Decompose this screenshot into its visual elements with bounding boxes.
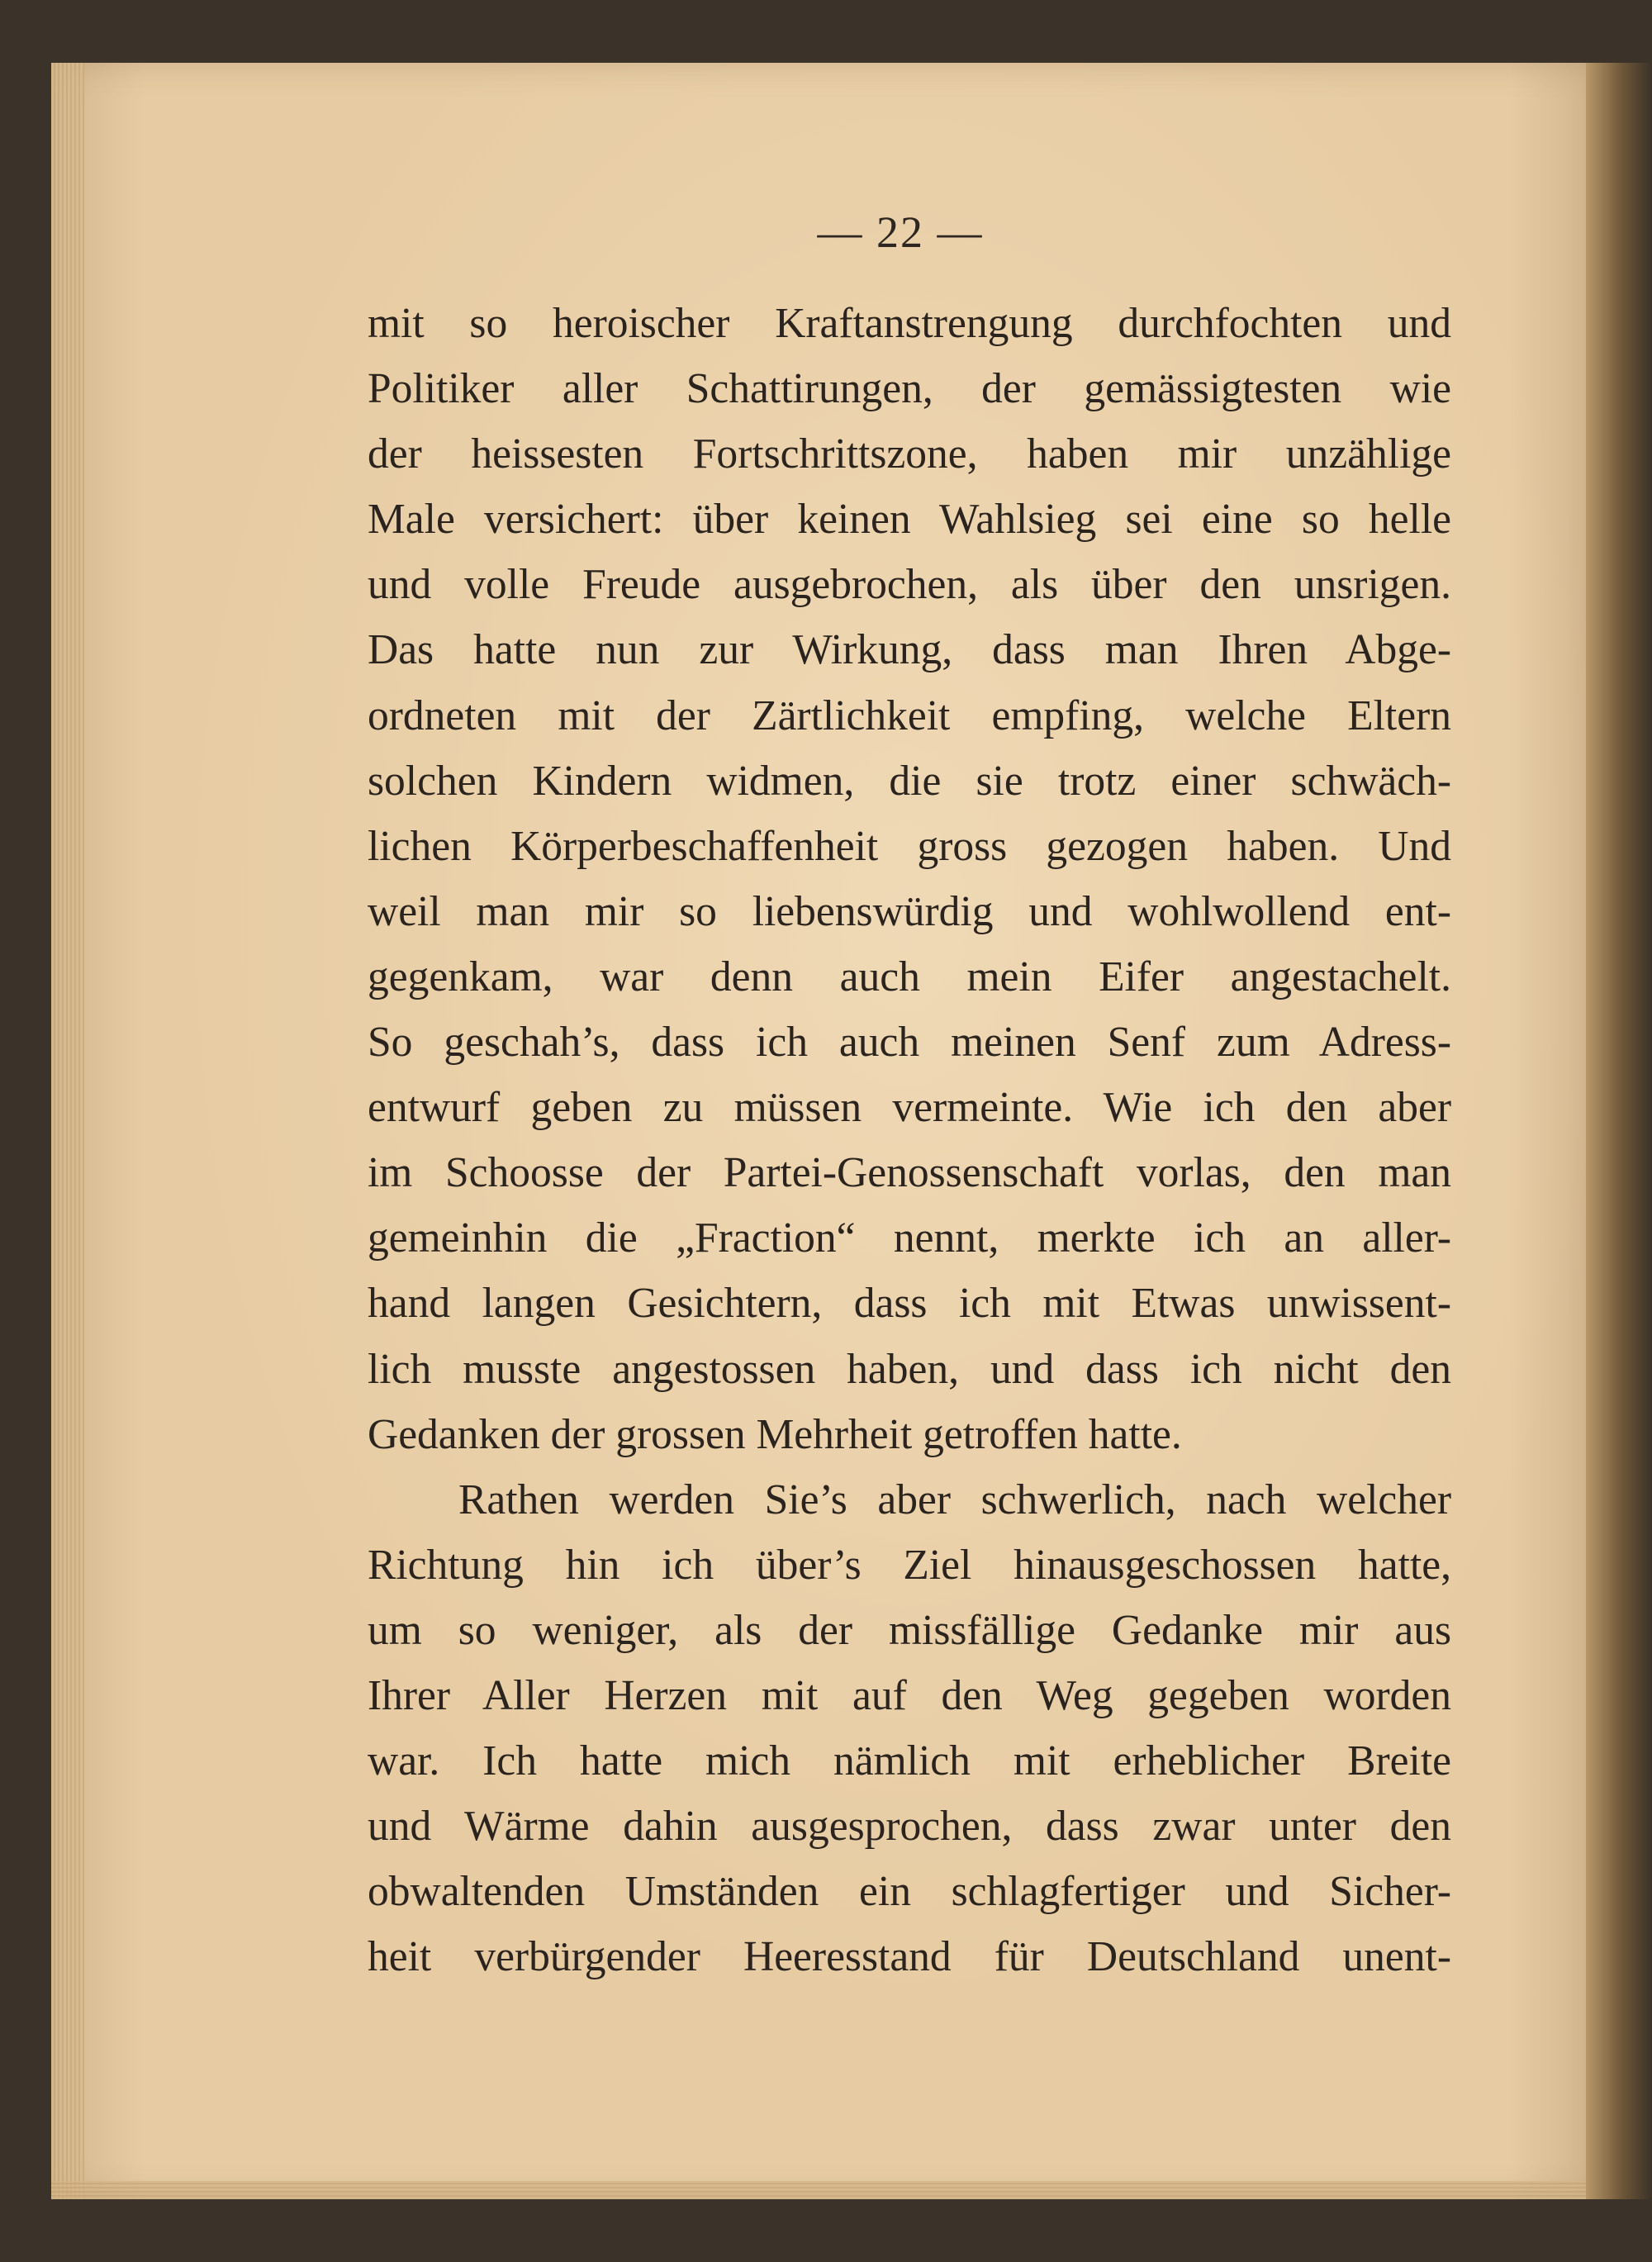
text-line: entwurf geben zu müssen vermeinte. Wie ich den aber <box>368 1084 1451 1132</box>
text-line: Das hatte nun zur Wirkung, dass man Ihren Abge- <box>368 626 1451 674</box>
body-text <box>368 291 1451 1989</box>
text-line: war. Ich hatte mich nämlich mit erheblicher Breite <box>368 1737 1451 1785</box>
page-number: — 22 — <box>817 207 984 257</box>
text-line: weil man mir so liebenswürdig und wohlwollend ent- <box>368 887 1451 935</box>
text-line: Rathen werden Sie’s aber schwerlich, nach welcher <box>458 1476 1451 1523</box>
text-line: gemeinhin die „Fraction“ nennt, merkte ich an aller- <box>368 1214 1451 1262</box>
text-line: und volle Freude ausgebrochen, als über den unsrigen. <box>368 561 1451 609</box>
text-line: Richtung hin ich über’s Ziel hinausgeschossen hatte, <box>368 1541 1451 1589</box>
text-line: gegenkam, war denn auch mein Eifer angestachelt. <box>368 953 1451 1000</box>
text-line: der heissesten Fortschrittszone, haben mir unzählige <box>368 430 1451 478</box>
page-stack-bottom-edge <box>51 2181 1602 2199</box>
text-line: heit verbürgender Heeresstand für Deutschland unent- <box>368 1933 1451 1981</box>
text-line: Ihrer Aller Herzen mit auf den Weg gegeben worden <box>368 1671 1451 1719</box>
text-line: Male versichert: über keinen Wahlsieg sei eine so helle <box>368 496 1451 544</box>
text-line: lich musste angestossen haben, und dass ich nicht den <box>368 1345 1451 1393</box>
text-line: obwaltenden Umständen ein schlagfertiger und Sicher- <box>368 1868 1451 1916</box>
text-line: mit so heroischer Kraftanstrengung durchfochten und <box>368 300 1451 347</box>
text-line: Gedanken der grossen Mehrheit getroffen hatte. <box>368 1410 1182 1458</box>
text-line: Politiker aller Schattirungen, der gemässigtesten wie <box>368 365 1451 413</box>
text-line: um so weniger, als der missfällige Gedanke mir aus <box>368 1606 1451 1654</box>
text-line: im Schoosse der Partei-Genossenschaft vorlas, den man <box>368 1149 1451 1197</box>
page-stack-left-edge <box>51 63 84 2199</box>
text-line: lichen Körperbeschaffenheit gross gezogen haben. Und <box>368 822 1451 870</box>
text-line: ordneten mit der Zärtlichkeit empfing, welche Eltern <box>368 691 1451 739</box>
text-line: hand langen Gesichtern, dass ich mit Etwas unwissent- <box>368 1280 1451 1328</box>
text-line: So geschah’s, dass ich auch meinen Senf zum Adress- <box>368 1019 1451 1067</box>
text-line: solchen Kindern widmen, die sie trotz einer schwäch- <box>368 757 1451 805</box>
binding-gutter <box>1586 63 1652 2199</box>
text-line: und Wärme dahin ausgesprochen, dass zwar unter den <box>368 1803 1451 1851</box>
